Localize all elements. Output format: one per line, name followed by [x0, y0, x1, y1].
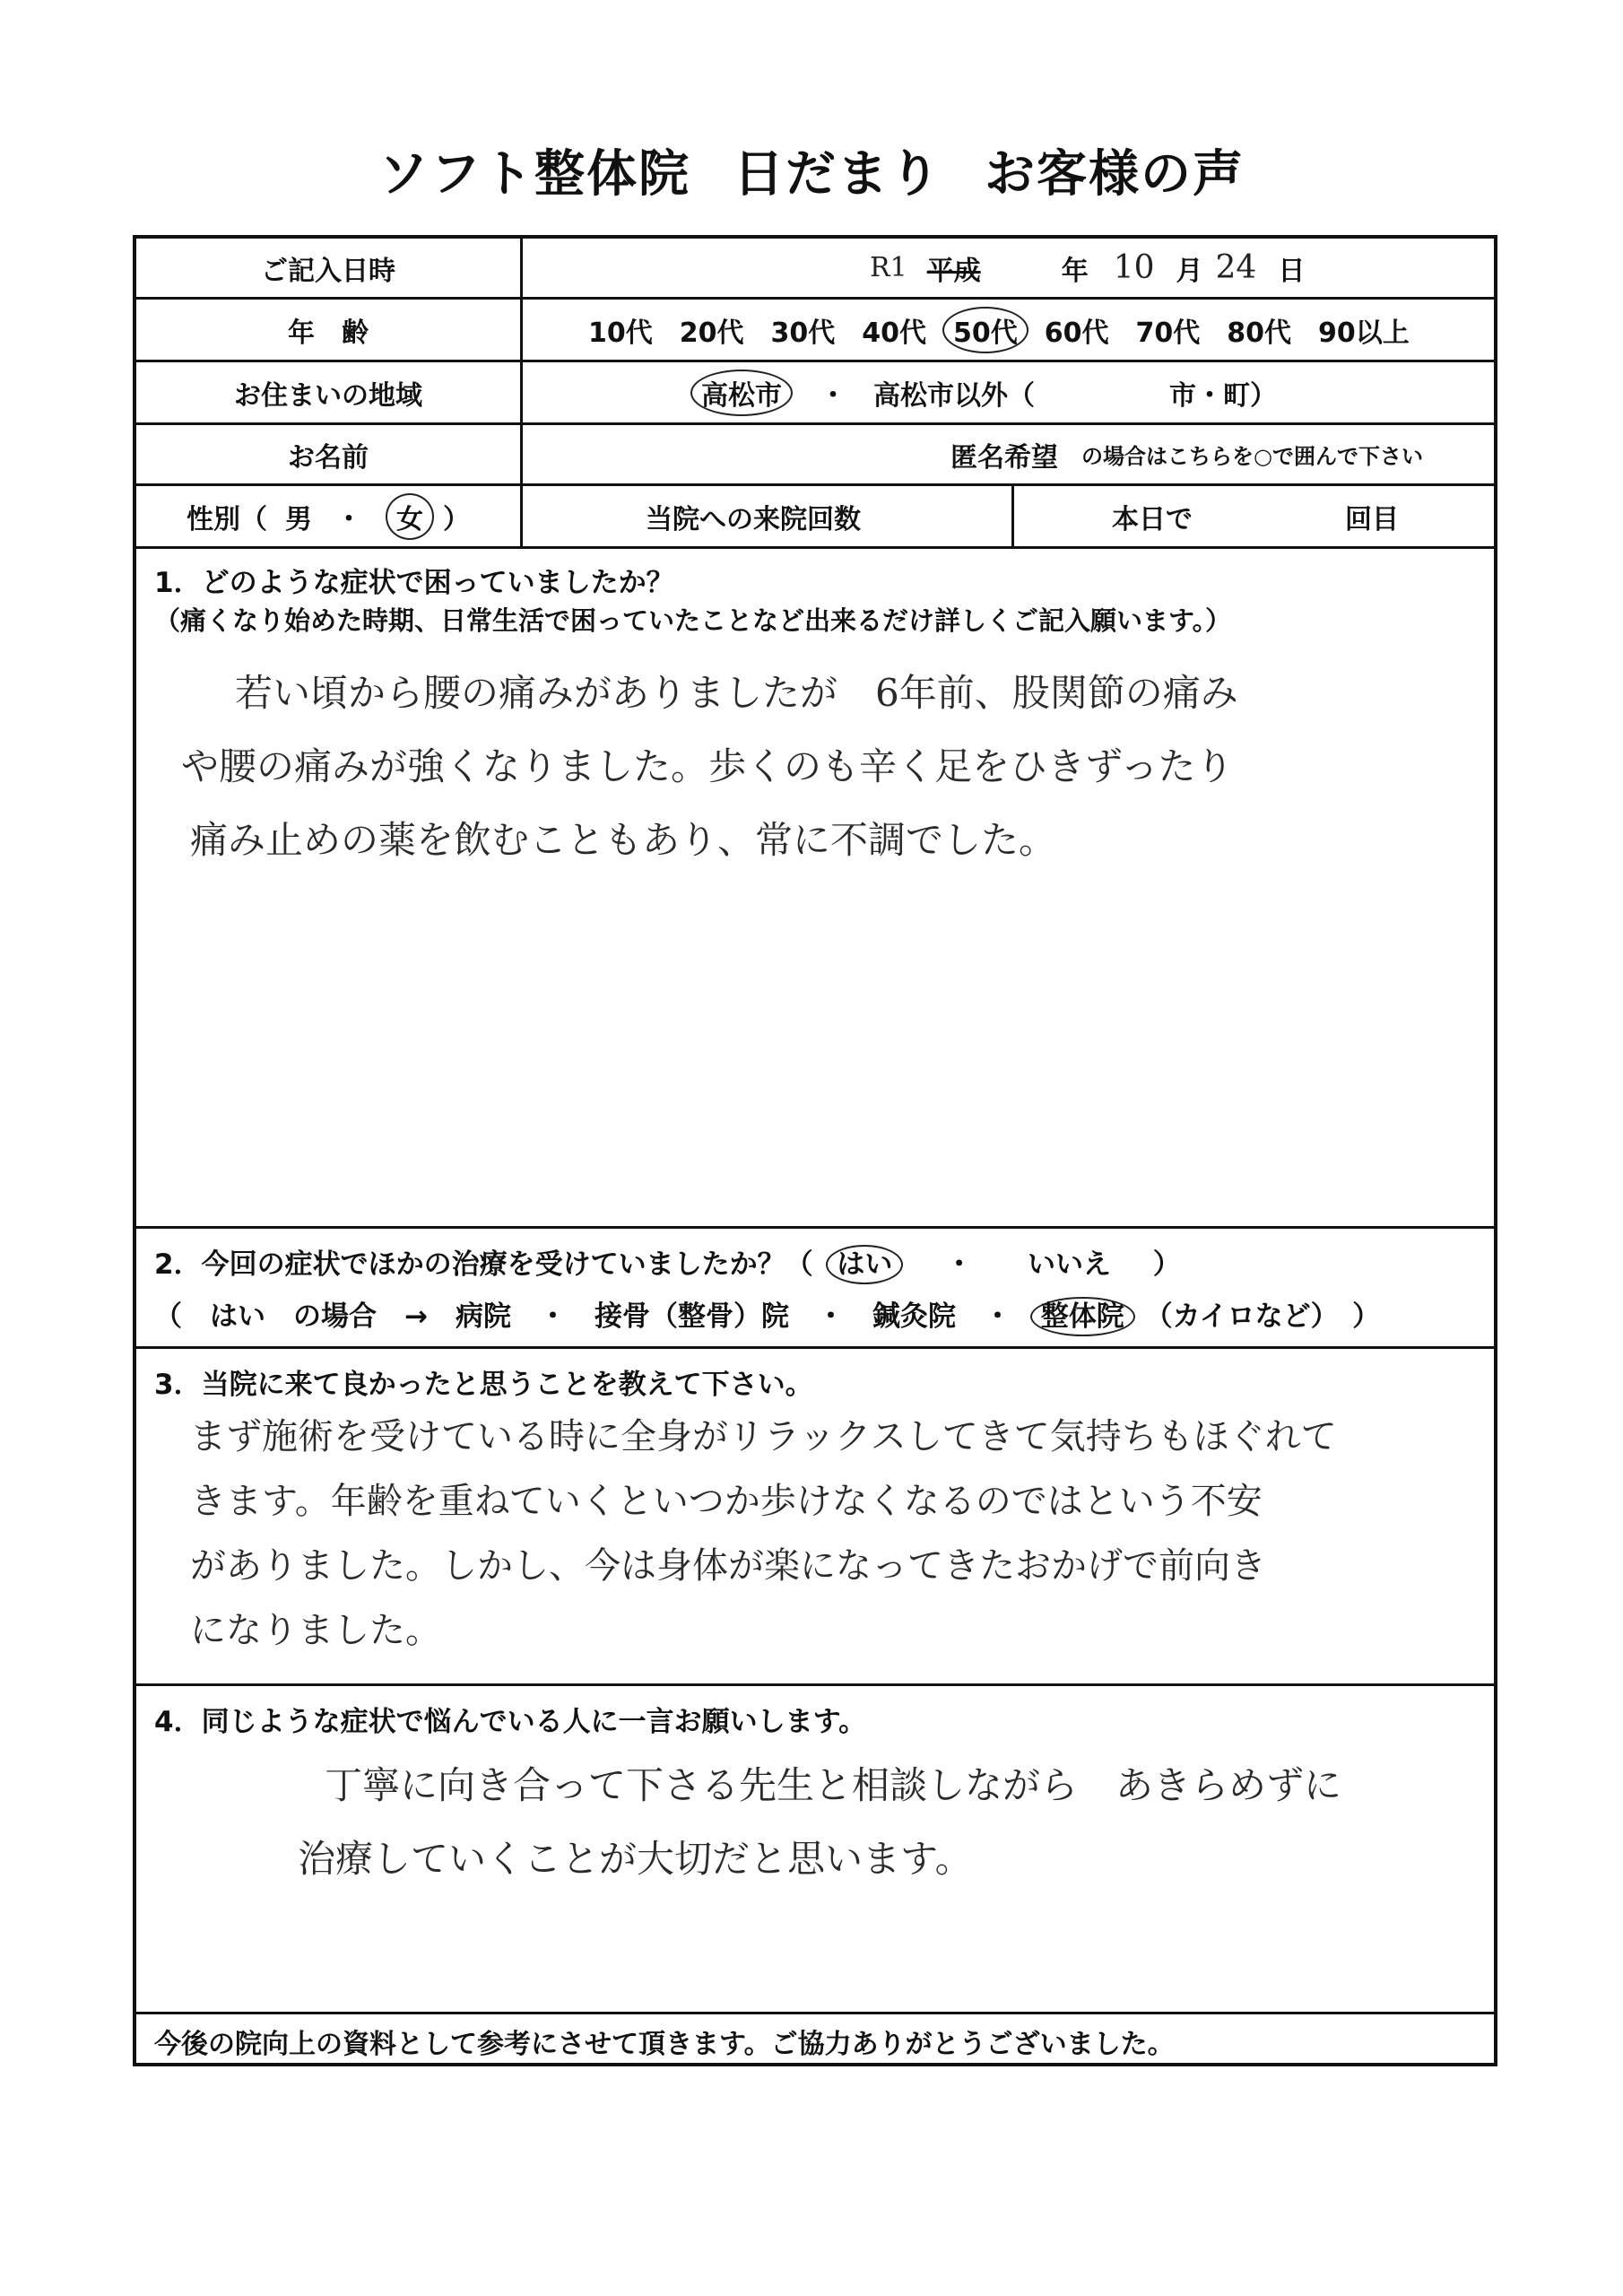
q3-answer-line: まず施術を受けている時に全身がリラックスしてきて気持ちもほぐれて [190, 1416, 1337, 1457]
q2-question-text: 2．今回の症状でほかの治療を受けていましたか？（ [154, 1248, 813, 1281]
q2-yes-option[interactable]: はい [826, 1245, 903, 1284]
date-label: ご記入日時 [136, 239, 523, 297]
q2-close: ） [1152, 1248, 1181, 1281]
era-written: R1 [870, 252, 907, 283]
q4-section [136, 1686, 1494, 2014]
area-options [520, 362, 1494, 422]
q2-seitai-option[interactable]: 整体院 [1030, 1297, 1135, 1336]
gender-option-female[interactable]: 女 [386, 493, 434, 540]
q2-followup-tail: （カイロなど） ） [1144, 1300, 1381, 1333]
era-printed: 平成 [926, 255, 981, 287]
anonymous-option[interactable]: 匿名希望 [950, 441, 1058, 474]
footer-thanks: 今後の院向上の資料として参考にさせて頂きます。ご協力ありがとうございました。 [154, 2029, 1175, 2060]
q4-question: 4．同じような症状で悩んでいる人に一言お願いします。 [154, 1706, 867, 1738]
age-option[interactable]: 10代 [588, 317, 653, 349]
q4-answer[interactable] [298, 1749, 1342, 1896]
age-option[interactable]: 30代 [770, 317, 836, 349]
name-field[interactable] [520, 425, 1494, 483]
q1-answer-line: 痛み止めの薬を飲むこともあり、常に不調でした。 [190, 818, 1057, 862]
area-option-takamatsu[interactable]: 高松市 [690, 370, 793, 416]
age-option-selected[interactable]: 50代 [942, 307, 1028, 353]
age-option[interactable]: 70代 [1135, 317, 1201, 349]
gender-label-close: ） [443, 503, 470, 535]
q3-answer[interactable] [190, 1405, 1337, 1663]
visits-section [520, 486, 1494, 546]
area-separator: ・ [820, 379, 846, 412]
q3-answer-line: になりました。 [190, 1610, 441, 1651]
q2-followup [154, 1293, 1380, 1334]
day-unit: 日 [1278, 255, 1306, 287]
q1-question: 1．どのような症状で困っていましたか？ [154, 567, 674, 599]
age-options [520, 300, 1494, 360]
title-sub: お客様の声 [985, 145, 1245, 204]
q2-separator: ・ [945, 1248, 974, 1281]
q2-followup-options: （ はい の場合 → 病院 ・ 接骨（整骨）院 ・ 鍼灸院 ・ [154, 1300, 1011, 1333]
q4-answer-line: 丁寧に向き合って下さる先生と相談しながら あきらめずに [325, 1763, 1342, 1807]
month-value: 10 [1113, 249, 1155, 286]
q1-answer-line: や腰の痛みが強くなりました。歩くのも辛く足をひきずったり [181, 744, 1234, 788]
q4-answer-line: 治療していくことが大切だと思います。 [298, 1837, 973, 1881]
age-option[interactable]: 80代 [1227, 317, 1291, 349]
page-title [0, 135, 1623, 206]
name-label: お名前 [136, 425, 523, 483]
visits-label: 当院への来院回数 [646, 503, 861, 535]
age-option[interactable]: 60代 [1044, 317, 1109, 349]
visits-divider [1011, 486, 1014, 546]
gender-option-male[interactable]: 男 [285, 503, 312, 535]
date-row [136, 239, 1494, 300]
age-row [136, 300, 1494, 362]
area-option-other[interactable]: 高松市以外（ [873, 379, 1035, 412]
age-label: 年 齢 [136, 300, 523, 360]
gender-label-open: 性別（ [187, 503, 267, 535]
age-option[interactable]: 20代 [679, 317, 744, 349]
day-value: 24 [1215, 249, 1257, 286]
area-row [136, 362, 1494, 425]
q2-question [154, 1241, 1181, 1282]
q3-answer-line: きます。年齢を重ねていくといつか歩けなくなるのではという不安 [190, 1481, 1263, 1522]
today-label: 本日で [1112, 503, 1193, 535]
area-label: お住まいの地域 [136, 362, 523, 422]
gender-label [136, 486, 523, 546]
times-label: 回目 [1345, 503, 1399, 535]
year-unit: 年 [1061, 255, 1089, 287]
age-option[interactable]: 40代 [862, 317, 926, 349]
title-clinic-name: 日だまり [733, 145, 942, 204]
q1-section [136, 549, 1494, 1229]
survey-form [133, 235, 1497, 2066]
area-other-suffix: 市・町） [1169, 379, 1277, 412]
name-row [136, 425, 1494, 486]
gender-row [136, 486, 1494, 549]
q3-section [136, 1349, 1494, 1686]
q1-answer-line: 若い頃から腰の痛みがありましたが 6年前、股関節の痛み [235, 671, 1238, 715]
q1-instructions: （痛くなり始めた時期、日常生活で困っていたことなど出来るだけ詳しくご記入願います。） [154, 605, 1232, 636]
q2-no-option[interactable]: いいえ [1027, 1248, 1111, 1281]
q3-answer-line: がありました。しかし、今は身体が楽になってきたおかげで前向き [190, 1545, 1266, 1587]
q1-answer[interactable] [181, 657, 1238, 877]
anonymous-note: の場合はこちらを○で囲んで下さい [1081, 444, 1423, 469]
age-option[interactable]: 90以上 [1318, 317, 1410, 349]
q2-section [136, 1229, 1494, 1349]
month-unit: 月 [1176, 255, 1203, 287]
title-main: ソフト整体院 [378, 145, 690, 204]
date-field[interactable] [520, 239, 1494, 297]
gender-separator: ・ [335, 503, 362, 535]
q3-question: 3．当院に来て良かったと思うことを教えて下さい。 [154, 1369, 813, 1401]
